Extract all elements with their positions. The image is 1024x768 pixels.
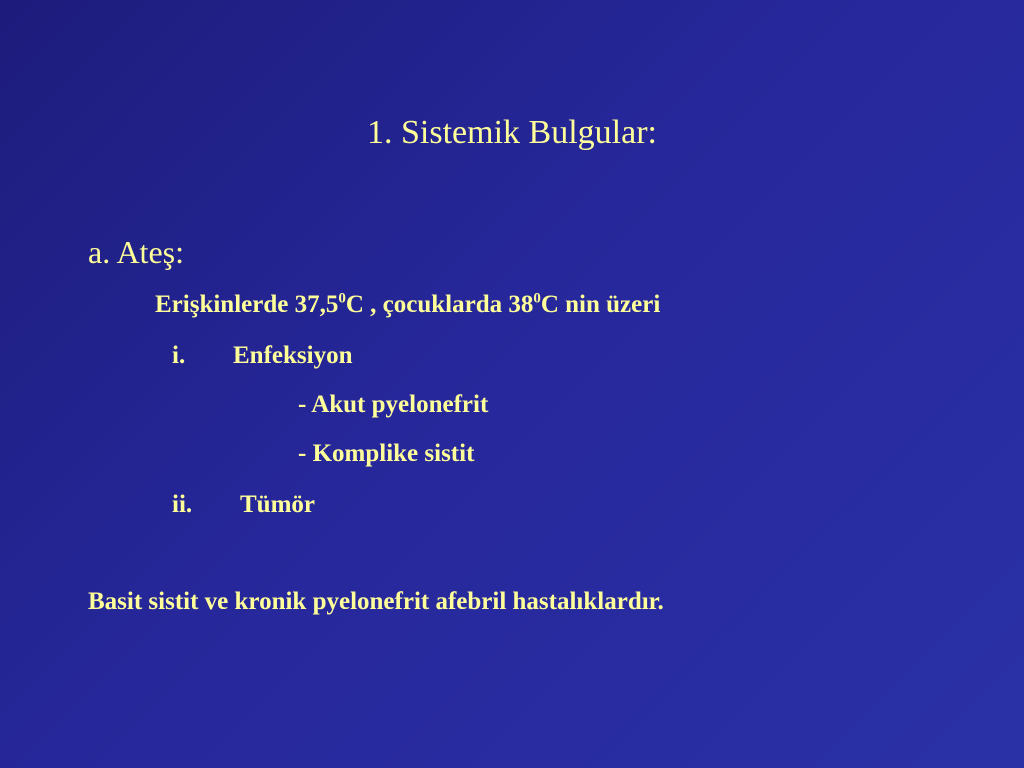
fever-threshold-line <box>155 292 660 317</box>
list-item-label: Tümör <box>240 491 315 518</box>
degree-superscript: 0 <box>338 290 346 307</box>
fever-text-child: C , çocuklarda 38 <box>345 291 534 318</box>
sub-list-item: - Komplike sistit <box>298 440 475 467</box>
list-item-label: Enfeksiyon <box>233 342 353 369</box>
list-numeral: i. <box>172 342 186 369</box>
note-text: Basit sistit ve kronik pyelonefrit afebril hastalıklardır. <box>88 588 664 615</box>
slide-title: 1. Sistemik Bulgular: <box>367 114 657 151</box>
fever-text-end: C nin üzeri <box>540 291 661 318</box>
list-numeral: ii. <box>172 491 193 518</box>
section-heading: a. Ateş: <box>88 234 184 270</box>
sub-list-item: - Akut pyelonefrit <box>298 391 489 418</box>
fever-text-adult: Erişkinlerde 37,5 <box>155 291 339 318</box>
degree-superscript: 0 <box>533 290 541 307</box>
